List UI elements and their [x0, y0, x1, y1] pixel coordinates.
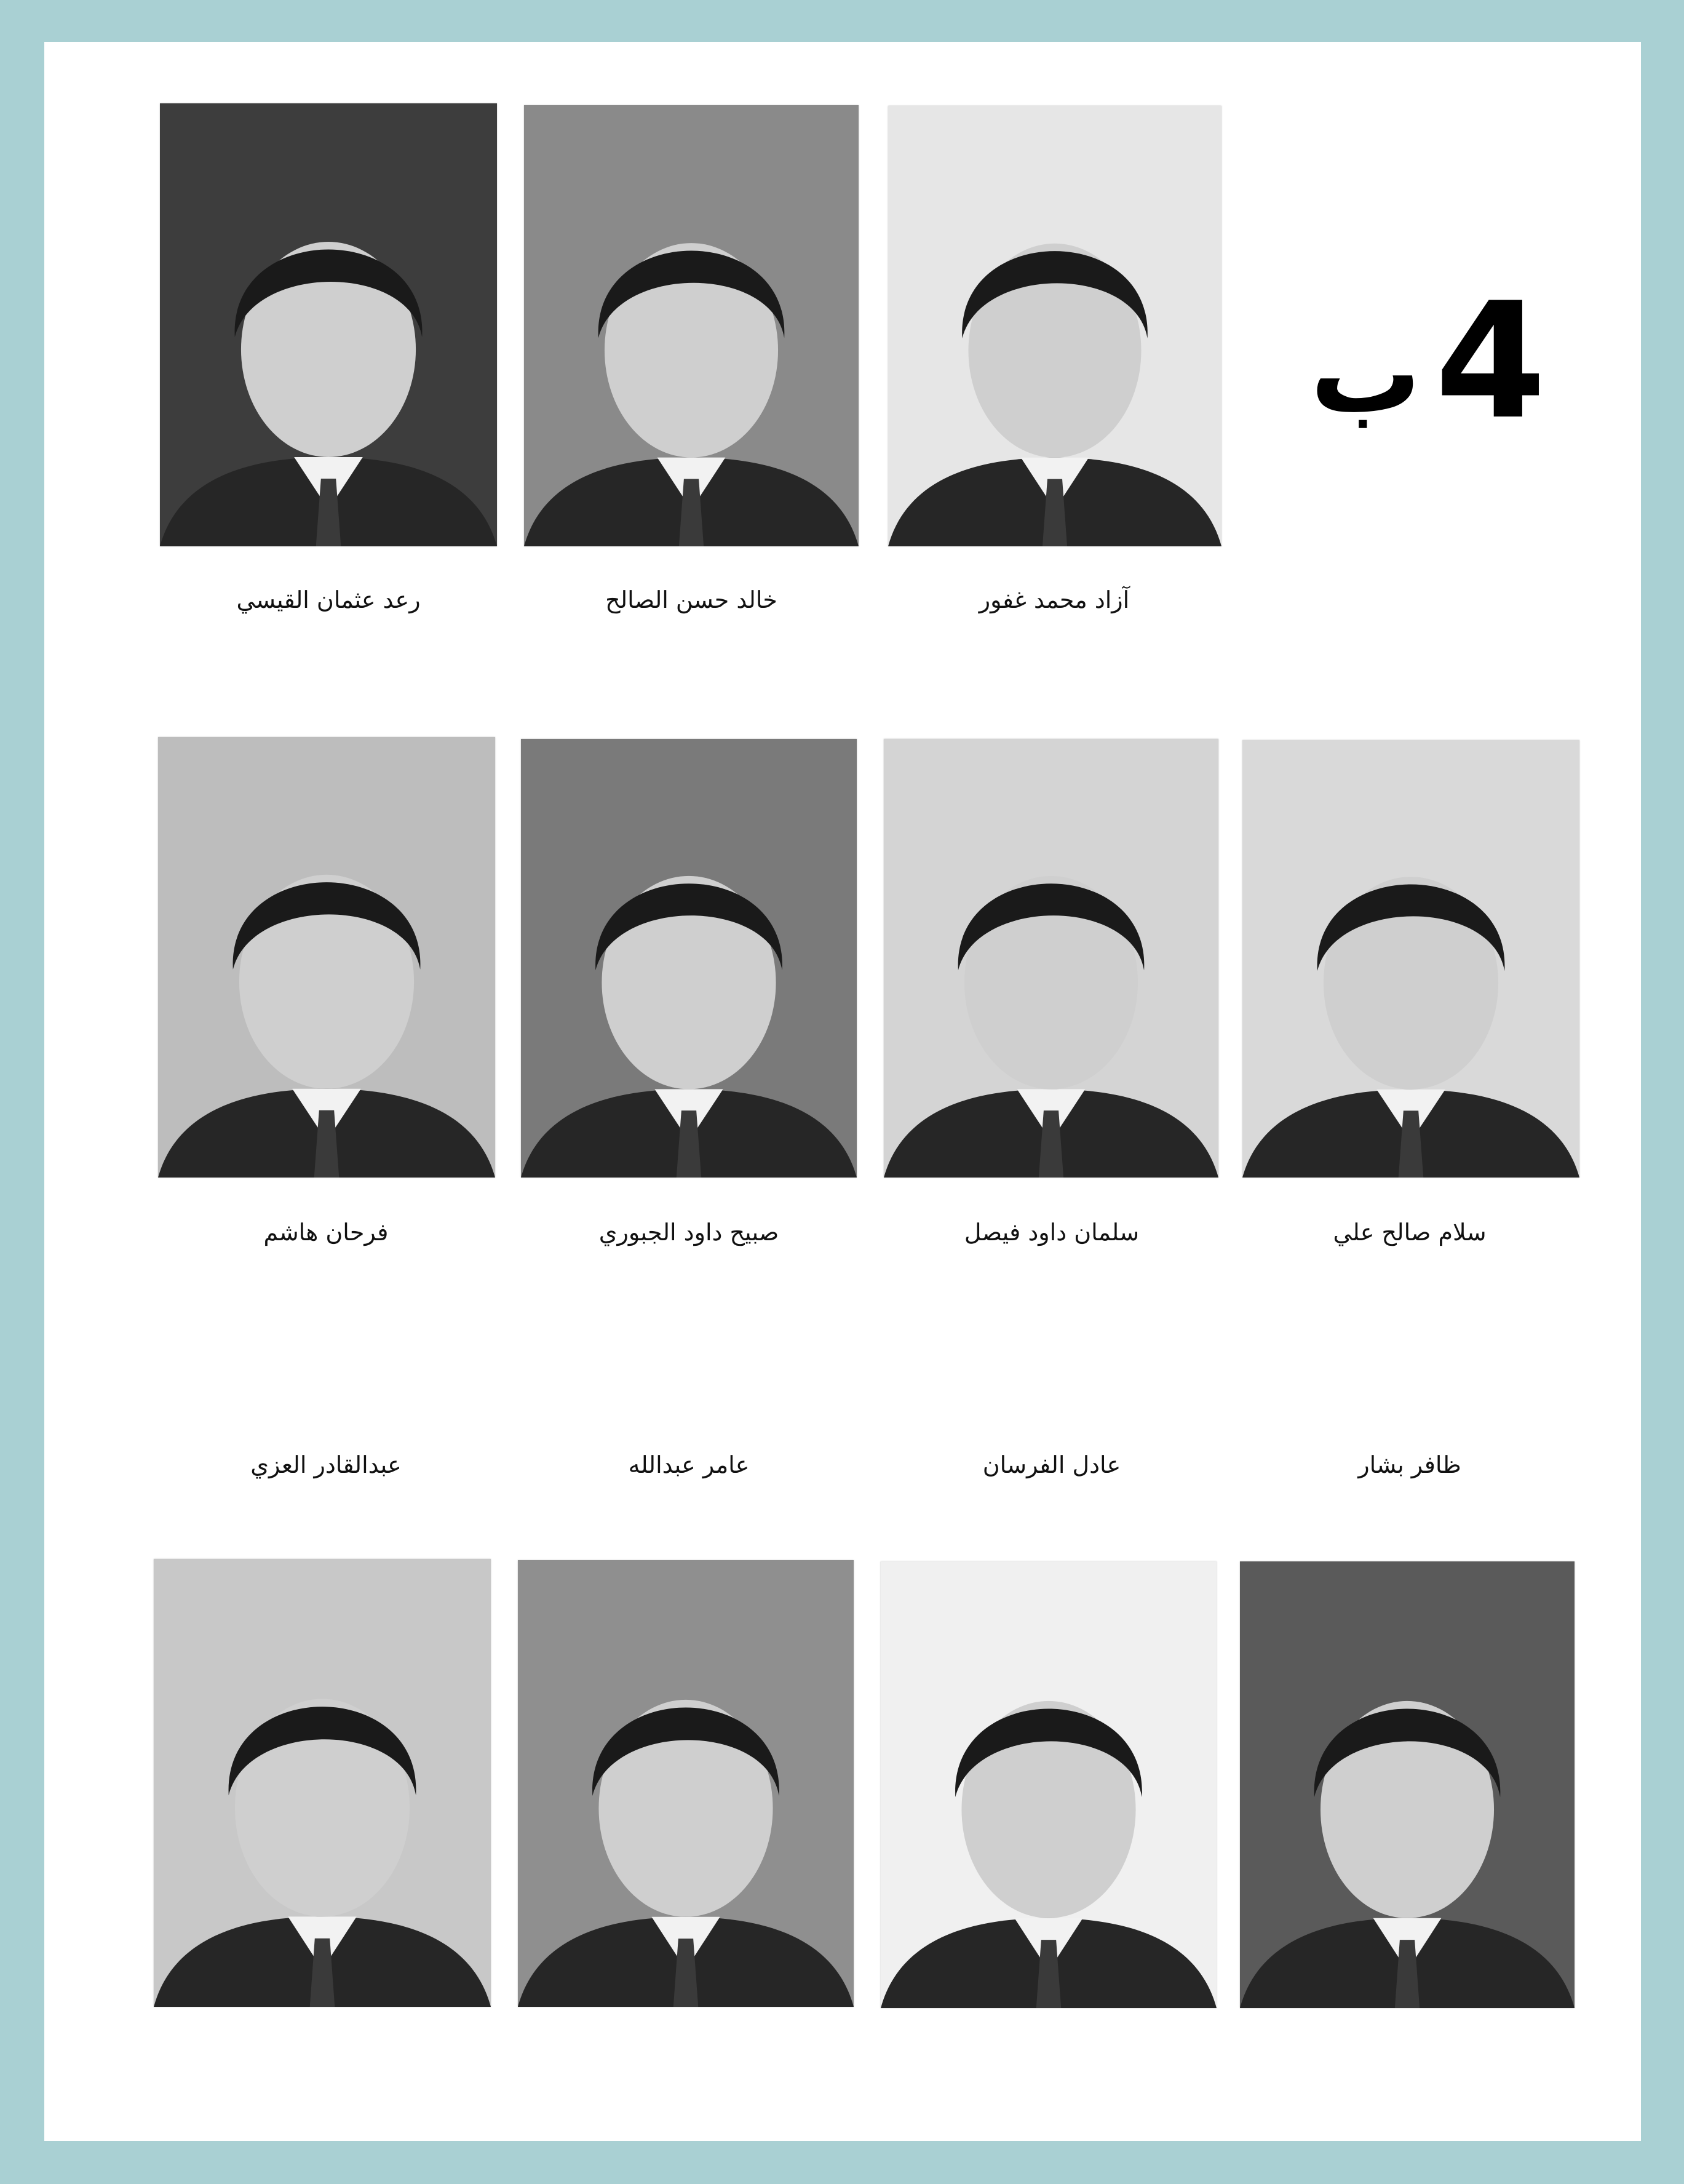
student-photo [1240, 1561, 1575, 2008]
portrait-image [1240, 1561, 1575, 2008]
class-letter: ب [1310, 309, 1421, 438]
portrait-image [881, 1561, 1217, 2008]
portrait-image [884, 739, 1218, 1178]
student-name: آزاد محمد غفور [979, 586, 1130, 613]
student-photo [160, 103, 497, 546]
student-photo [521, 739, 857, 1178]
student-name: عادل الفرسان [982, 1451, 1121, 1478]
class-label [1299, 239, 1557, 485]
student-photo [154, 1559, 491, 2007]
student-name: رعد عثمان القيسي [236, 586, 421, 613]
portrait-image [524, 105, 859, 546]
student-photo [888, 106, 1221, 546]
student-name: ظافر بشار [1358, 1451, 1461, 1478]
student-photo [1242, 740, 1579, 1178]
portrait-image [888, 106, 1221, 546]
student-photo [881, 1561, 1217, 2008]
portrait-image [518, 1560, 854, 2007]
portrait-image [521, 739, 857, 1178]
yearbook-page [44, 42, 1641, 2141]
student-photo [158, 737, 495, 1178]
student-name: فرحان هاشم [263, 1219, 389, 1246]
portrait-image [154, 1559, 491, 2007]
portrait-image [1242, 740, 1579, 1178]
student-name: سلمان داود فيصل [964, 1219, 1140, 1246]
portrait-image [158, 737, 495, 1178]
student-name: عبدالقادر العزي [250, 1451, 402, 1478]
student-name: خالد حسن الصالح [605, 586, 777, 613]
student-photo [884, 739, 1218, 1178]
student-photo [524, 105, 859, 546]
student-photo [518, 1560, 854, 2007]
portrait-image [160, 103, 497, 546]
student-name: سلام صالح علي [1333, 1219, 1487, 1246]
student-name: صبيح داود الجبوري [598, 1219, 779, 1246]
class-number: 4 [1434, 269, 1546, 455]
student-name: عامر عبدالله [628, 1451, 750, 1478]
